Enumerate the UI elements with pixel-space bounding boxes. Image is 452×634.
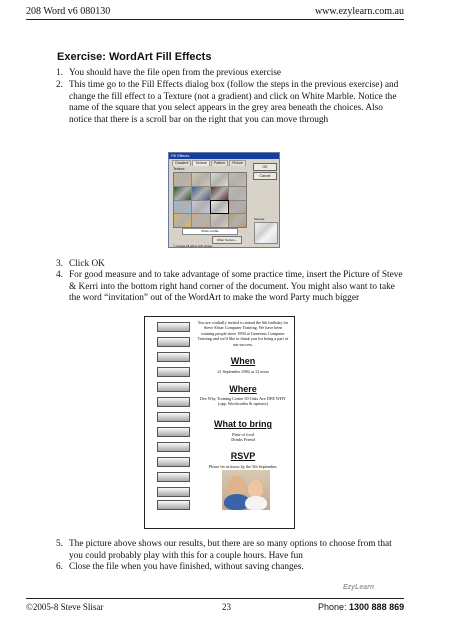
header-right: www.ezylearn.com.au [314,6,404,17]
footer-divider [26,598,404,599]
texture-swatch[interactable] [192,201,209,214]
wordart-letter [157,397,190,407]
texture-label: Texture: [173,167,186,171]
bring-text: Plate of food Drinks Friend [231,432,255,443]
sample-label: Sample: [254,217,266,221]
wordart-letter [157,457,190,467]
texture-swatch[interactable] [229,173,246,186]
wordart-letter [157,472,190,482]
texture-swatch[interactable] [211,214,228,227]
wordart-letter [157,352,190,362]
texture-swatch[interactable] [229,214,246,227]
invitation-intro: You are cordially invited to attend the 6th birthday for Steve Slisar Computer Training. We have been training people since 1994 at Generous Computer Training and we'd like to thank you for being a part of our success. [197,320,289,347]
texture-swatch[interactable] [174,187,191,200]
step-2: 2. This time go to the Fill Effects dialog box (follow the steps in the previous exercise) and change the fill effect to a Texture (not a gradient) and click on White Marble. Notice the name of the square that you select appears in the grey area beneath the choices. Also notice that there is a scroll bar on the right that you can move through [56,80,399,125]
rotate-fill-checkbox[interactable]: ☐ Rotate fill effect with shape [173,244,213,248]
fill-effects-dialog [168,152,280,248]
page-header [26,6,404,17]
ezylearn-logo: EzyLearn [343,584,375,591]
where-text: Dee Why Training Centre 50 Oaks Ave DEE WHY (opp. Woolworths & upstairs) [200,396,286,407]
selected-texture-name: White marble [182,228,238,235]
header-left: 208 Word v6 080130 [26,6,111,17]
tab-picture[interactable]: Picture [229,160,246,166]
wordart-letter [157,487,190,497]
tab-gradient[interactable]: Gradient [172,160,191,166]
texture-swatch[interactable] [229,187,246,200]
wordart-letter [157,322,190,332]
exercise-title: Exercise: WordArt Fill Effects [57,51,212,63]
when-heading: When [230,356,256,366]
texture-swatch[interactable] [192,214,209,227]
texture-swatch[interactable] [192,173,209,186]
texture-swatch[interactable] [211,187,228,200]
bring-heading: What to bring [214,419,272,429]
step-3: 3. Click OK [56,259,105,269]
step-5: 5. The picture above shows our results, but there are so many options to choose from that you could probably play with this for a couple hours. Have fun [56,539,392,561]
wordart-letter [157,367,190,377]
step-1: 1. You should have the file open from the previous exercise [56,68,282,78]
step-6: 6. Close the file when you have finished, without saving changes. [56,562,304,572]
rsvp-text: Please let us know by the 5th September. [208,464,278,469]
footer-phone: Phone: 1300 888 869 [318,602,405,612]
texture-swatch[interactable] [211,173,228,186]
wordart-letter [157,442,190,452]
cancel-button[interactable]: Cancel [253,172,277,180]
header-divider [26,19,404,20]
texture-swatch[interactable] [192,187,209,200]
sample-preview [254,222,278,244]
wordart-letter [157,427,190,437]
texture-swatch[interactable] [174,201,191,214]
wordart-letter [157,412,190,422]
wordart-letter [157,337,190,347]
rsvp-heading: RSVP [230,451,256,461]
tab-pattern[interactable]: Pattern [211,160,228,166]
steve-kerri-photo [222,470,270,510]
texture-swatch[interactable] [174,173,191,186]
step-4: 4. For good measure and to take advantage of some practice time, insert the Picture of Steve & Kerri into the bottom right hand corner of the document. You might also want to take the word “invitation” out of the WordArt to make the word Party much bigger [56,270,403,303]
texture-swatch[interactable] [211,201,228,214]
where-heading: Where [229,384,257,394]
when-text: 21 September 2002 at 12 noon [217,369,269,374]
texture-swatch[interactable] [174,214,191,227]
wordart-letter [157,382,190,392]
texture-swatch[interactable] [229,201,246,214]
dialog-title: Fill Effects [169,153,279,159]
other-texture-button[interactable]: Other Texture... [212,236,242,244]
footer-copyright: ©2005-8 Steve Slisar [26,602,104,612]
texture-grid [173,172,247,228]
wordart-letter [157,500,190,510]
tab-texture[interactable]: Texture [192,160,209,166]
page-number: 23 [222,602,231,612]
ok-button[interactable]: OK [253,163,277,171]
